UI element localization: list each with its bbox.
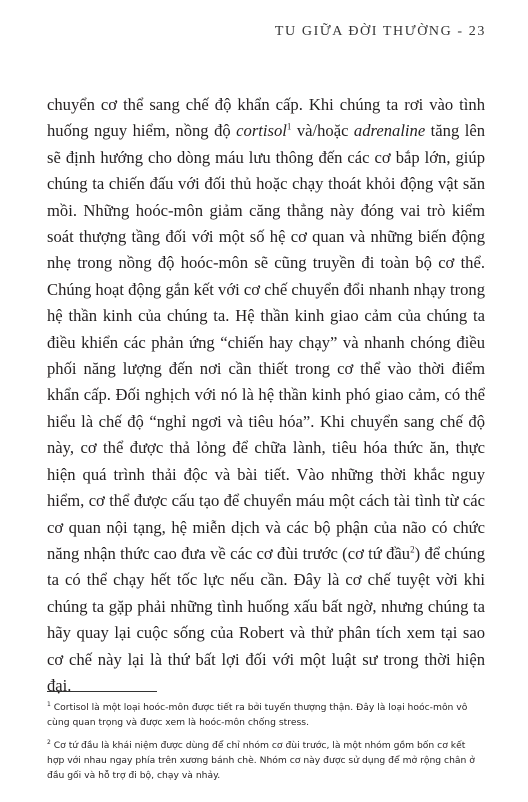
body-text-part-3: tăng lên sẽ định hướng cho dòng máu lưu thông đến các cơ bắp lớn, giúp chúng ta chiến đấu với đối thủ hoặc chạy thoát khỏi động vật săn mồi. Những hoóc-môn giảm căng thẳng này đóng vai trò kiểm soát thượng tầng đối với một số hệ cơ quan và những biến động nhẹ trong nồng độ hoóc-môn sẽ cũng truyền đi toàn bộ cơ thể. Chúng hoạt động gắn kết với cơ chế chuyển đổi nhanh nhạy trong hệ thần kinh của chúng ta. Hệ thần kinh giao cảm của chúng ta điều khiển các phản ứng “chiến hay chạy” và nhanh chóng điều phối năng lượng đến nơi cần thiết trong cơ thể vào thời điểm khẩn cấp. Đối nghịch với nó là hệ thần kinh phó giao cảm, có thể hiểu là chế độ “nghỉ ngơi và tiêu hóa”. Khi chuyển sang chế độ này, cơ thể được thả lỏng để chữa lành, tiêu hóa thức ăn, thực hiện quá trình thải độc và bài tiết. Vào những thời khắc nguy hiểm, cơ thể được cấu tạo để chuyển máu một cách tài tình từ các cơ quan nội tạng, hệ miễn dịch và các bộ phận của não có chức năng nhận thức cao đưa về các cơ đùi trước (cơ tứ đầu [47,121,485,563]
body-text-part-4: ) để chúng ta có thể chạy hết tốc lực nếu cần. Đây là cơ chế tuyệt vời khi chúng ta gặp phải những tình huống xấu bất ngờ, nhưng chúng ta hãy quay lại cuộc sống của Robert và thử phân tích xem tại sao cơ chế này lại là thứ bất lợi đối với một luật sư trong thời hiện đại. [47,543,485,695]
body-paragraph [47,92,485,699]
footnote-ref-1: 1 [286,121,292,132]
term-adrenaline: adrenaline [353,121,426,141]
body-text-part-2: và/hoặc [291,121,354,141]
footnote-text-2: Cơ tứ đầu là khái niệm được dùng để chỉ nhóm cơ đùi trước, là một nhóm gồm bốn cơ kết hợp với nhau ngay phía trên xương bánh chè. Nhóm cơ này được sử dụng để mở rộng chân ở đầu gối và hỗ trợ đi bộ, chạy và nhảy. [47,740,475,781]
footnote-mark-2: 2 [47,739,51,747]
footnote-2 [47,736,485,783]
footnote-mark-1: 1 [47,701,51,708]
running-header: TU GIỮA ĐỜI THƯỜNG - 23 [274,24,486,39]
footnotes [47,698,485,789]
footnote-divider [47,691,157,692]
footnote-1 [47,698,485,730]
term-cortisol: cortisol [236,121,287,141]
body-text-part-1: chuyển cơ thể sang chế độ khẩn cấp. Khi chúng ta rơi vào tình huống nguy hiểm, nồng độ [47,95,485,141]
footnote-text-1: Cortisol là một loại hoóc-môn được tiết ra bởi tuyến thượng thận. Đây là loại hoóc-môn vô cùng quan trọng và được xem là hoóc-môn chống stress. [47,702,468,728]
footnote-ref-2: 2 [410,544,415,555]
